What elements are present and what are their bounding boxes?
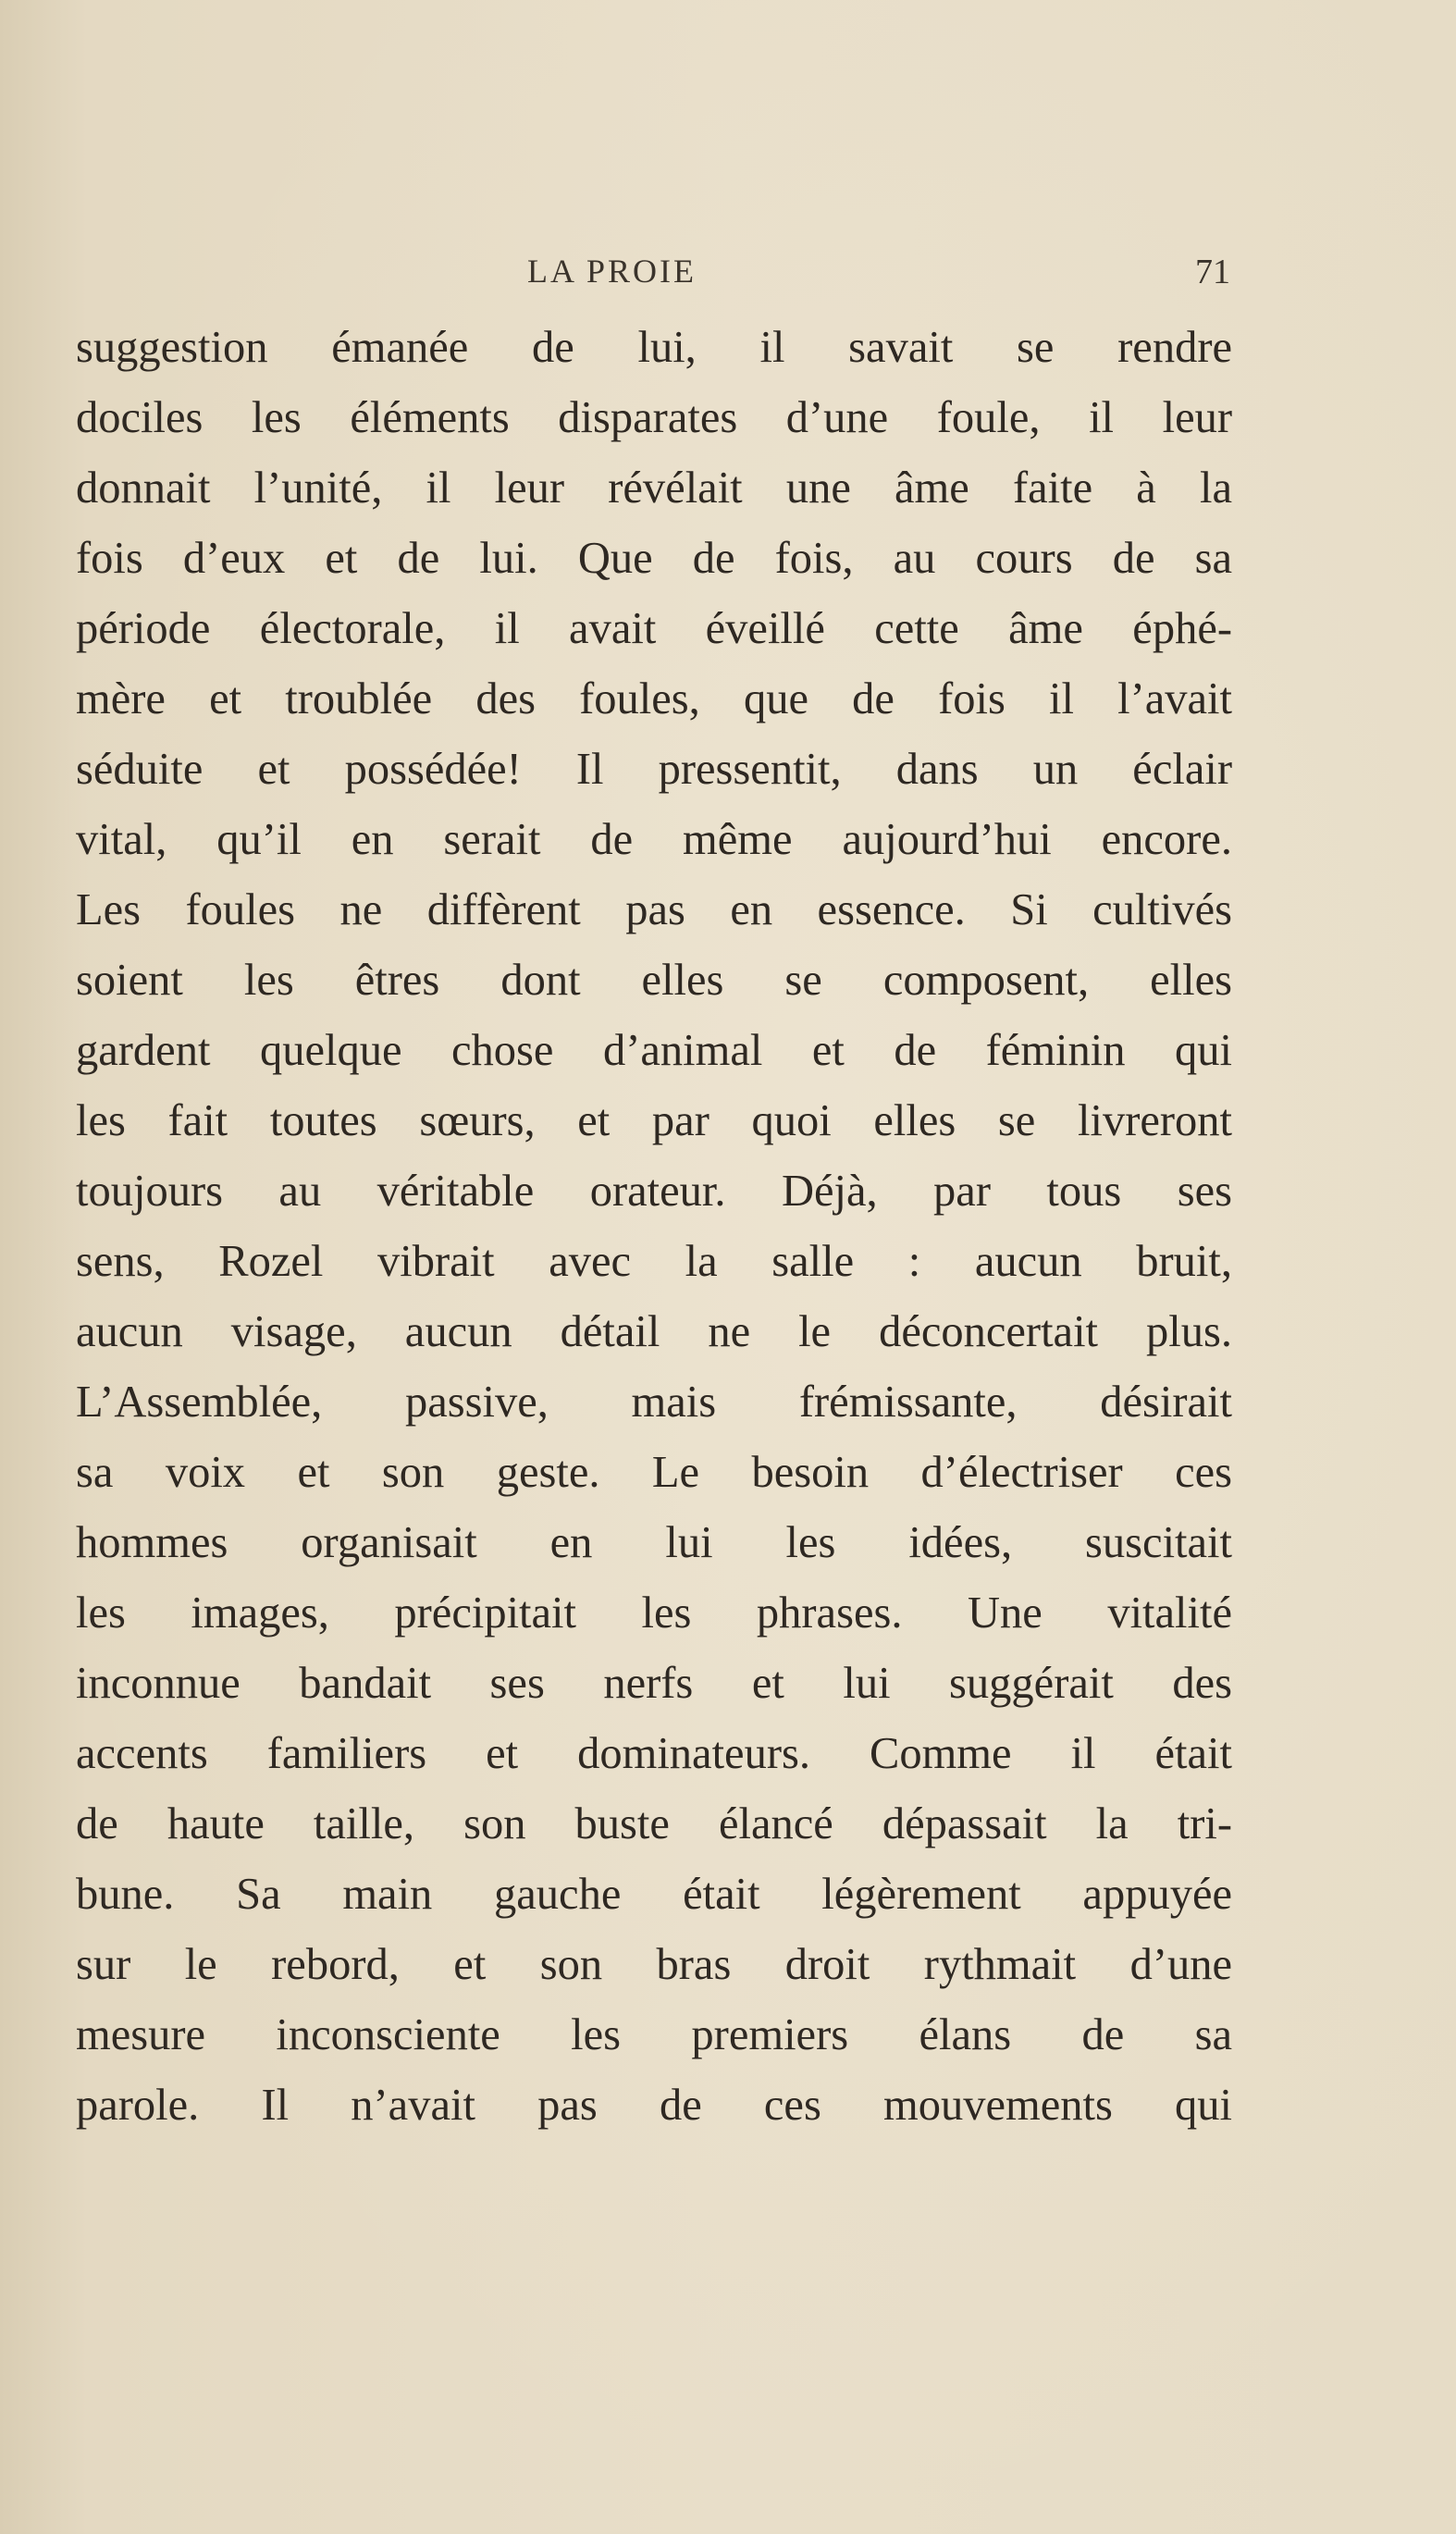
page-number: 71 (1195, 253, 1230, 291)
text-line: dociles les éléments disparates d’une foule, il leur (76, 393, 1232, 442)
text-line: les fait toutes sœurs, et par quoi elles se livreront (76, 1096, 1232, 1145)
text-line: mesure inconsciente les premiers élans de sa (76, 2010, 1232, 2059)
text-line: sens, Rozel vibrait avec la salle : aucun bruit, (76, 1237, 1232, 1286)
text-line: aucun visage, aucun détail ne le déconcertait plus. (76, 1307, 1232, 1356)
text-line: de haute taille, son buste élancé dépassait la tri- (76, 1799, 1232, 1848)
text-line: hommes organisait en lui les idées, suscitait (76, 1518, 1232, 1567)
text-line: bune. Sa main gauche était légèrement appuyée (76, 1870, 1232, 1919)
text-line: fois d’eux et de lui. Que de fois, au cours de sa (76, 534, 1232, 583)
text-line: L’Assemblée, passive, mais frémissante, désirait (76, 1378, 1232, 1427)
text-line: mère et troublée des foules, que de fois il l’avait (76, 674, 1232, 723)
running-title: LA PROIE (527, 253, 697, 290)
text-line: suggestion émanée de lui, il savait se rendre (76, 323, 1232, 372)
text-line: soient les êtres dont elles se composent, elles (76, 956, 1232, 1005)
body-text (76, 313, 1232, 2141)
text-line: accents familiers et dominateurs. Comme il était (76, 1729, 1232, 1778)
text-line: gardent quelque chose d’animal et de féminin qui (76, 1026, 1232, 1075)
text-line: Les foules ne diffèrent pas en essence. Si cultivés (76, 885, 1232, 934)
text-line: sa voix et son geste. Le besoin d’électriser ces (76, 1448, 1232, 1497)
text-line: donnait l’unité, il leur révélait une âme faite à la (76, 464, 1232, 513)
text-line: parole. Il n’avait pas de ces mouvements qui (76, 2081, 1232, 2130)
text-line: inconnue bandait ses nerfs et lui suggérait des (76, 1659, 1232, 1708)
text-line: les images, précipitait les phrases. Une vitalité (76, 1588, 1232, 1638)
running-head (74, 252, 1230, 298)
text-line: vital, qu’il en serait de même aujourd’hui encore. (76, 815, 1232, 864)
text-line: toujours au véritable orateur. Déjà, par tous ses (76, 1167, 1232, 1216)
text-line: période électorale, il avait éveillé cette âme éphé- (76, 604, 1232, 653)
text-line: séduite et possédée! Il pressentit, dans un éclair (76, 745, 1232, 794)
text-line: sur le rebord, et son bras droit rythmait d’une (76, 1940, 1232, 1989)
